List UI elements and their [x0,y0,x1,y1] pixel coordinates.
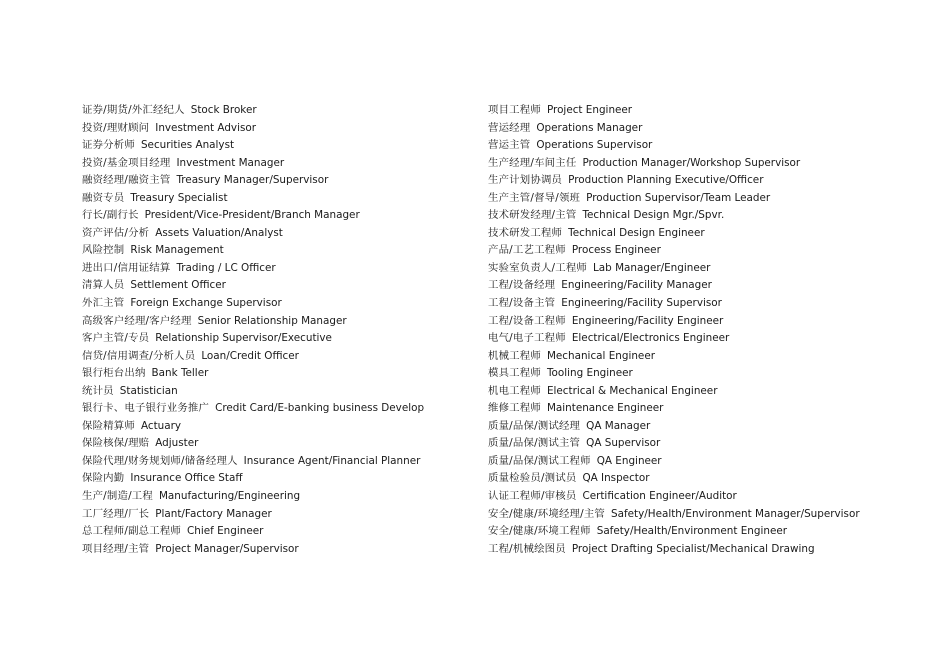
term-chinese: 质量检验员/测试员 [488,472,577,485]
term-english: Credit Card/E-banking business Develop [215,402,425,415]
term-row [82,400,472,418]
term-row [82,190,472,208]
term-chinese: 质量/品保/测试经理 [488,419,581,432]
term-row [488,225,928,243]
term-chinese: 技术研发经理/主管 [488,209,577,222]
term-english: Treasury Manager/Supervisor [176,174,329,187]
term-chinese: 技术研发工程师 [488,226,563,239]
term-chinese: 生产主管/督导/领班 [488,191,581,204]
term-english: Plant/Factory Manager [155,507,272,520]
term-row [82,418,472,436]
term-english: Maintenance Engineer [546,402,664,415]
term-row [82,541,472,559]
term-chinese: 工厂经理/厂长 [82,507,150,520]
term-chinese: 营运主管 [488,139,531,152]
term-english: Investment Advisor [155,121,257,134]
term-row [82,348,472,366]
term-chinese: 维修工程师 [488,402,541,415]
term-english: Electrical/Electronics Engineer [571,332,730,345]
term-chinese: 认证工程师/审核员 [488,490,577,503]
term-chinese: 清算人员 [82,279,125,292]
term-chinese: 银行柜台出纳 [82,367,146,380]
term-row [82,313,472,331]
term-row [82,172,472,190]
term-english: Operations Manager [536,121,643,134]
left-column [82,102,472,558]
term-row [82,260,472,278]
term-english: Mechanical Engineer [546,349,655,362]
term-row [488,453,928,471]
term-row [82,506,472,524]
term-chinese: 工程/设备工程师 [488,314,566,327]
term-row [488,365,928,383]
term-chinese: 信贷/信用调查/分析人员 [82,349,196,362]
term-english: Securities Analyst [140,139,235,152]
term-row [82,120,472,138]
term-english: QA Supervisor [586,437,661,450]
term-row [488,260,928,278]
term-row [488,190,928,208]
term-chinese: 模具工程师 [488,367,541,380]
term-english: Engineering/Facility Engineer [571,314,724,327]
term-english: Loan/Credit Officer [201,349,299,362]
term-english: QA Manager [586,419,651,432]
term-row [82,155,472,173]
term-english: Lab Manager/Engineer [593,261,711,274]
term-chinese: 项目经理/主管 [82,542,150,555]
term-english: Production Planning Executive/Officer [568,174,764,187]
term-row [488,348,928,366]
term-english: Insurance Agent/Financial Planner [243,454,421,467]
term-english: Statistician [119,384,178,397]
term-english: Production Manager/Workshop Supervisor [582,156,801,169]
term-chinese: 外汇主管 [82,297,125,310]
term-row [488,277,928,295]
term-chinese: 进出口/信用证结算 [82,261,171,274]
term-row [82,488,472,506]
term-english: Electrical & Mechanical Engineer [546,384,718,397]
term-row [82,242,472,260]
term-chinese: 客户主管/专员 [82,332,150,345]
term-row [82,102,472,120]
term-chinese: 产品/工艺工程师 [488,244,566,257]
term-row [82,277,472,295]
term-chinese: 生产/制造/工程 [82,490,153,503]
term-chinese: 实验室负责人/工程师 [488,261,588,274]
term-chinese: 总工程师/副总工程师 [82,525,182,538]
term-row [488,435,928,453]
term-english: Adjuster [155,437,199,450]
term-chinese: 行长/副行长 [82,209,139,222]
term-row [82,365,472,383]
term-chinese: 投资/基金项目经理 [82,156,171,169]
term-chinese: 融资专员 [82,191,125,204]
term-chinese: 高级客户经理/客户经理 [82,314,192,327]
term-chinese: 安全/健康/环境经理/主管 [488,507,606,520]
term-chinese: 资产评估/分析 [82,226,150,239]
term-chinese: 风险控制 [82,244,125,257]
right-column [488,102,928,558]
term-chinese: 质量/品保/测试主管 [488,437,581,450]
term-english: Relationship Supervisor/Executive [155,332,332,345]
term-row [82,523,472,541]
term-chinese: 保险核保/理赔 [82,437,150,450]
term-chinese: 证券/期货/外汇经纪人 [82,104,185,116]
term-row [488,470,928,488]
term-english: Certification Engineer/Auditor [582,490,737,503]
term-chinese: 项目工程师 [488,104,541,116]
term-row [488,172,928,190]
term-row [82,453,472,471]
term-row [488,383,928,401]
term-english: Safety/Health/Environment Manager/Supervisor [611,507,860,520]
term-english: Chief Engineer [187,525,264,538]
term-row [488,400,928,418]
term-row [82,330,472,348]
term-row [488,506,928,524]
term-english: Foreign Exchange Supervisor [130,297,282,310]
term-english: Engineering/Facility Supervisor [561,297,722,310]
term-chinese: 工程/设备主管 [488,297,556,310]
term-chinese: 融资经理/融资主管 [82,174,171,187]
term-chinese: 工程/机械绘图员 [488,542,566,555]
term-chinese: 营运经理 [488,121,531,134]
term-english: Technical Design Mgr./Spvr. [582,209,725,222]
term-chinese: 安全/健康/环境工程师 [488,525,591,538]
term-row [82,470,472,488]
term-english: Senior Relationship Manager [197,314,347,327]
term-row [488,488,928,506]
term-row [488,207,928,225]
term-english: Engineering/Facility Manager [561,279,712,292]
term-chinese: 生产计划协调员 [488,174,563,187]
term-english: Project Engineer [546,104,633,116]
term-english: Risk Management [130,244,224,257]
term-english: Stock Broker [190,104,257,116]
term-english: Trading / LC Officer [176,261,276,274]
term-row [82,383,472,401]
term-chinese: 证券分析师 [82,139,135,152]
term-row [488,242,928,260]
term-english: QA Engineer [596,454,662,467]
term-chinese: 保险精算师 [82,419,135,432]
term-english: Investment Manager [176,156,285,169]
term-chinese: 保险内勤 [82,472,125,485]
term-row [488,523,928,541]
term-chinese: 机械工程师 [488,349,541,362]
term-row [488,120,928,138]
term-row [488,155,928,173]
term-chinese: 质量/品保/测试工程师 [488,454,591,467]
term-english: QA Inspector [582,472,650,485]
term-row [82,435,472,453]
term-english: President/Vice-President/Branch Manager [144,209,360,222]
term-chinese: 统计员 [82,384,114,397]
term-chinese: 工程/设备经理 [488,279,556,292]
term-english: Settlement Officer [130,279,226,292]
term-chinese: 生产经理/车间主任 [488,156,577,169]
term-row [488,137,928,155]
term-english: Tooling Engineer [546,367,633,380]
term-english: Manufacturing/Engineering [158,490,301,503]
term-chinese: 银行卡、电子银行业务推广 [82,402,210,415]
term-english: Assets Valuation/Analyst [155,226,283,239]
term-chinese: 电气/电子工程师 [488,332,566,345]
term-chinese: 机电工程师 [488,384,541,397]
term-row [488,541,928,559]
term-english: Operations Supervisor [536,139,653,152]
term-row [488,313,928,331]
term-row [488,102,928,120]
term-english: Project Drafting Specialist/Mechanical Drawing [571,542,815,555]
term-chinese: 保险代理/财务规划师/储备经理人 [82,454,238,467]
term-row [82,137,472,155]
term-row [82,207,472,225]
term-row [488,330,928,348]
term-english: Technical Design Engineer [568,226,705,239]
term-english: Insurance Office Staff [130,472,243,485]
term-row [488,295,928,313]
term-chinese: 投资/理财顾问 [82,121,150,134]
term-row [82,225,472,243]
term-english: Actuary [140,419,182,432]
term-english: Treasury Specialist [130,191,228,204]
term-english: Safety/Health/Environment Engineer [596,525,788,538]
term-english: Project Manager/Supervisor [155,542,299,555]
term-row [82,295,472,313]
term-english: Production Supervisor/Team Leader [586,191,771,204]
term-english: Bank Teller [151,367,209,380]
term-english: Process Engineer [571,244,661,257]
term-row [488,418,928,436]
